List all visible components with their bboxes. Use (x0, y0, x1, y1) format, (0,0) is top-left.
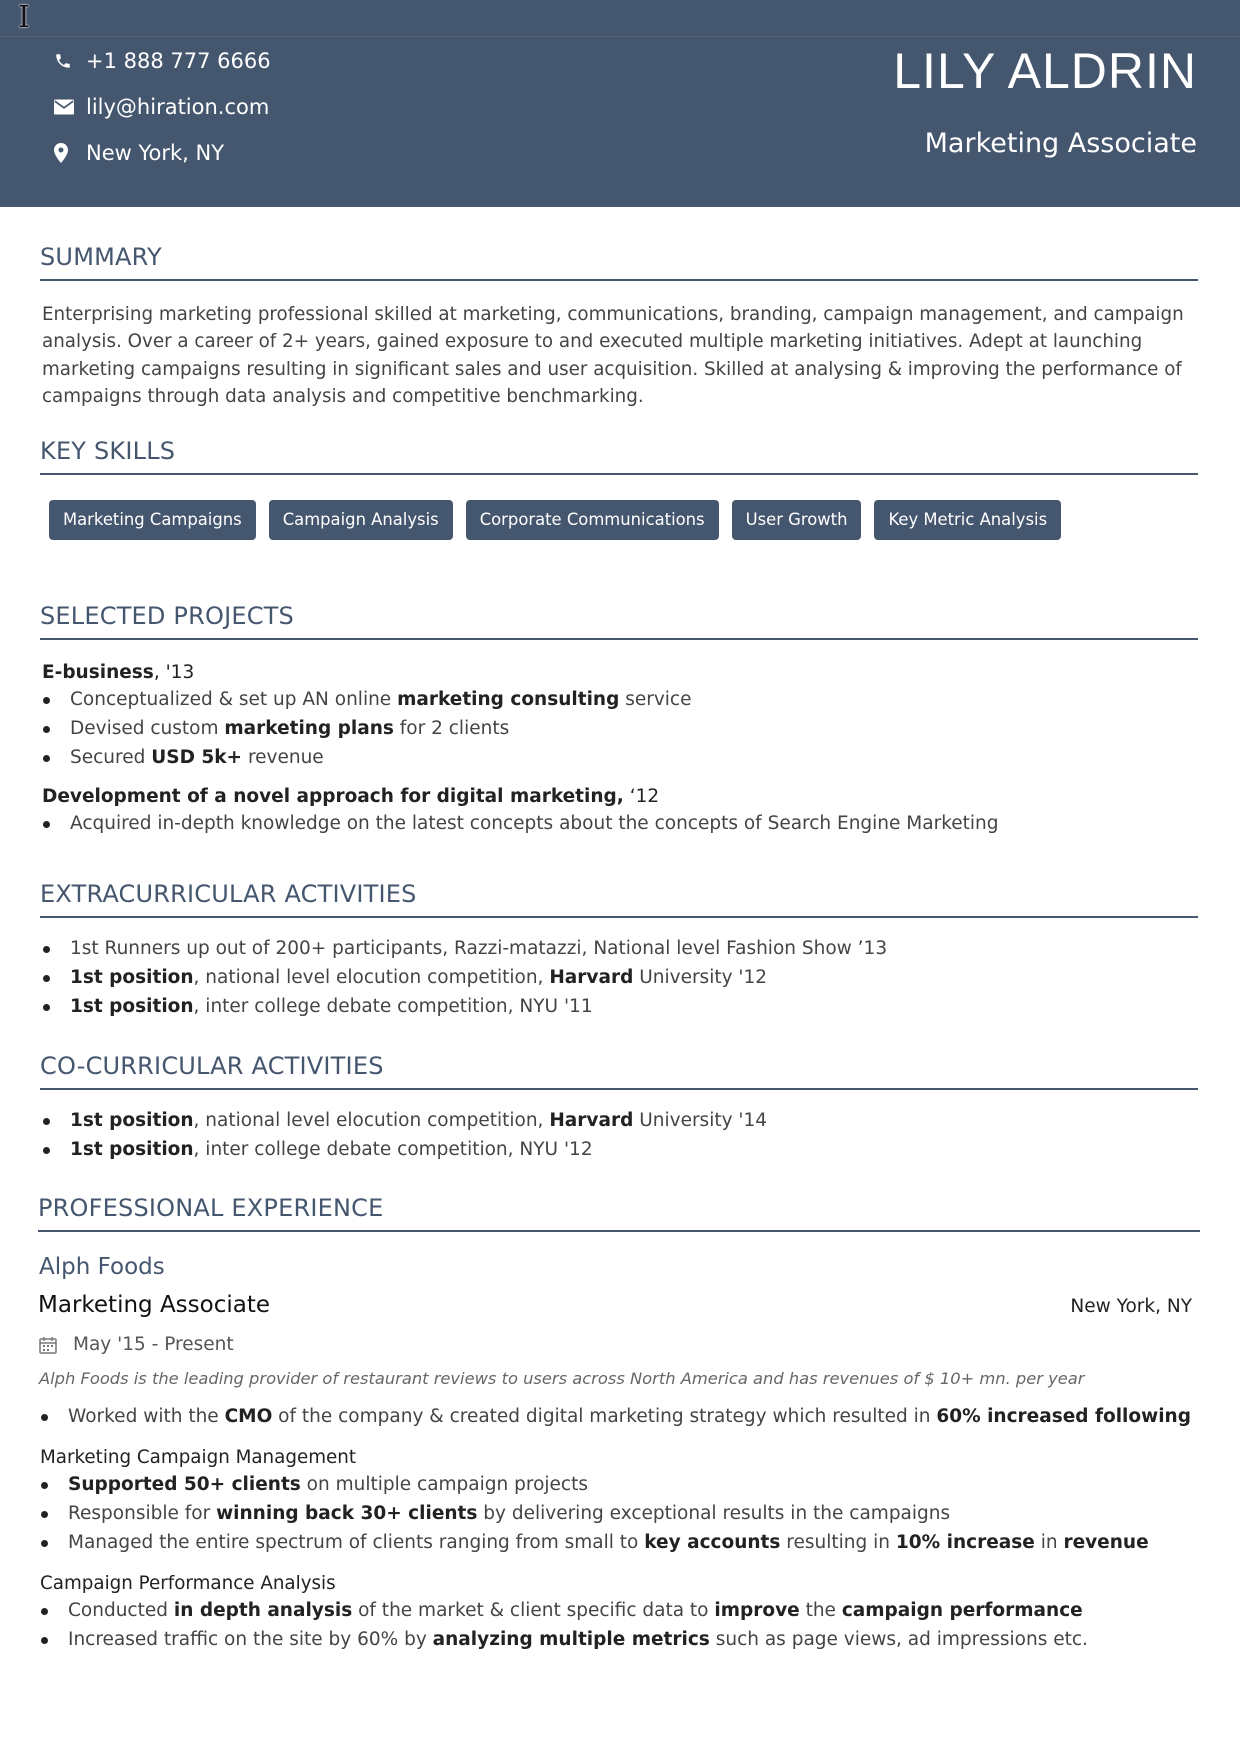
contact-email[interactable] (54, 84, 271, 130)
list-item: 1st Runners up out of 200+ participants, Razzi-matazzi, National level Fashion Show ’13 (40, 934, 1198, 963)
location-text: New York, NY (86, 141, 225, 165)
project-title: E-business, '13 (42, 662, 195, 683)
job-location: New York, NY (1070, 1296, 1192, 1317)
contact-location (54, 130, 271, 176)
summary-text: Enterprising marketing professional skilled at marketing, communications, branding, campaign management, and campaign analysis. Over a career of 2+ years, gained exposure to and executed multiple marketing initiatives. Adept at launching marketing campaigns resulting in significant sales and user acquisition. Skilled at analysing & improving the performance of campaigns through data analysis and competitive benchmarking. (42, 304, 1184, 407)
subsection-title: Marketing Campaign Management (40, 1447, 357, 1468)
email-text: lily@hiration.com (86, 95, 270, 119)
list-item: 1st position, inter college debate competition, NYU '12 (40, 1135, 1198, 1164)
skill-chip: User Growth (732, 500, 862, 540)
list-item: Conducted in depth analysis of the market & client specific data to improve the campaign performance (38, 1596, 1200, 1625)
list-item: Responsible for winning back 30+ clients by delivering exceptional results in the campaigns (38, 1499, 1200, 1528)
company-name: Alph Foods (39, 1254, 165, 1280)
location-pin-icon (54, 143, 84, 163)
list-item: Acquired in-depth knowledge on the latest concepts about the concepts of Search Engine Marketing (40, 809, 1198, 838)
subsection-title: Campaign Performance Analysis (40, 1573, 336, 1594)
skills-section (40, 437, 1198, 540)
skill-chip-list (40, 500, 1198, 540)
section-title: SELECTED PROJECTS (40, 602, 1198, 640)
list-item: 1st position, national level elocution competition, Harvard University '12 (40, 963, 1198, 992)
contact-phone[interactable] (54, 38, 271, 84)
list-item: Conceptualized & set up AN online marketing consulting service (40, 685, 1198, 714)
projects-section (40, 602, 1198, 838)
phone-icon (54, 52, 84, 70)
skill-chip: Key Metric Analysis (874, 500, 1061, 540)
section-title: SUMMARY (40, 243, 1198, 281)
phone-text: +1 888 777 6666 (86, 49, 271, 73)
skill-chip: Marketing Campaigns (49, 500, 256, 540)
list-item: Devised custom marketing plans for 2 clients (40, 714, 1198, 743)
project-bullets (40, 809, 1198, 838)
section-title: EXTRACURRICULAR ACTIVITIES (40, 880, 1198, 918)
job-bullets (38, 1596, 1200, 1654)
experience-section (38, 1194, 1200, 1654)
job-header (38, 1292, 1200, 1318)
section-title: PROFESSIONAL EXPERIENCE (38, 1194, 1200, 1232)
calendar-icon (39, 1336, 57, 1354)
company-description: Alph Foods is the leading provider of restaurant reviews to users across North America and has revenues of $ 10+ mn. per year (39, 1369, 1085, 1388)
summary-section (40, 243, 1198, 410)
project-title: Development of a novel approach for digital marketing, ‘12 (42, 786, 660, 807)
job-dates (38, 1334, 1200, 1355)
list-item: Managed the entire spectrum of clients ranging from small to key accounts resulting in 10% increase in revenue (38, 1528, 1200, 1557)
list-item: 1st position, inter college debate competition, NYU '11 (40, 992, 1198, 1021)
text-cursor-icon: I (18, 0, 30, 35)
cocurricular-section (40, 1052, 1198, 1164)
section-title: CO-CURRICULAR ACTIVITIES (40, 1052, 1198, 1090)
job-bullets (38, 1402, 1200, 1431)
list-item: 1st position, national level elocution competition, Harvard University '14 (40, 1106, 1198, 1135)
activity-bullets (40, 934, 1198, 1021)
section-title: KEY SKILLS (40, 437, 1198, 475)
list-item: Secured USD 5k+ revenue (40, 743, 1198, 772)
skill-chip: Corporate Communications (466, 500, 719, 540)
header-divider (0, 36, 1240, 37)
job-title: Marketing Associate (38, 1292, 271, 1318)
contact-list (54, 38, 271, 176)
activity-bullets (40, 1106, 1198, 1164)
candidate-role: Marketing Associate (924, 128, 1197, 159)
job-bullets (38, 1470, 1200, 1557)
list-item: Increased traffic on the site by 60% by analyzing multiple metrics such as page views, ad impressions etc. (38, 1625, 1200, 1654)
candidate-name: LILY ALDRIN (893, 43, 1197, 99)
envelope-icon (54, 99, 84, 115)
project-bullets (40, 685, 1198, 772)
resume-header (0, 0, 1240, 207)
extracurricular-section (40, 880, 1198, 1021)
list-item: Worked with the CMO of the company & created digital marketing strategy which resulted in 60% increased following (38, 1402, 1200, 1431)
list-item: Supported 50+ clients on multiple campaign projects (38, 1470, 1200, 1499)
skill-chip: Campaign Analysis (269, 500, 453, 540)
job-dates-text: May '15 - Present (73, 1334, 234, 1355)
